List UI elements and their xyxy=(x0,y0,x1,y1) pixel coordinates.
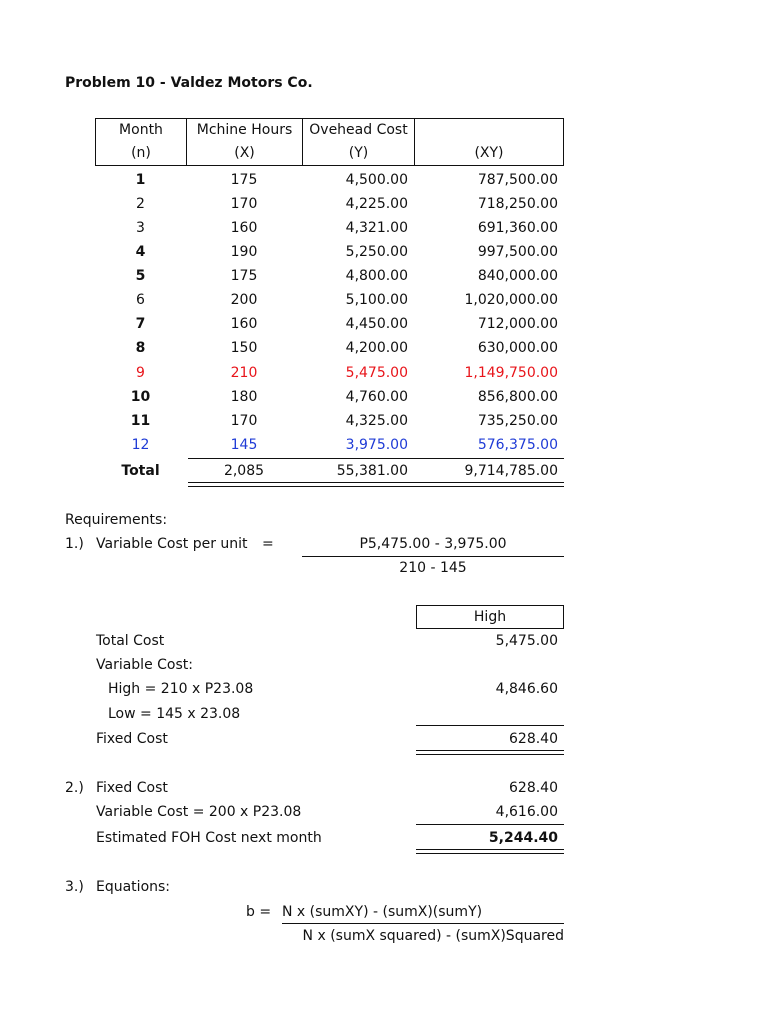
req1-equals: = xyxy=(262,536,274,552)
req2-fixed-cost-label: Fixed Cost xyxy=(96,780,168,796)
header-month xyxy=(96,119,187,165)
cell-hours: 170 xyxy=(230,196,258,212)
req1-number: 1.) xyxy=(65,536,84,552)
cell-xy: 787,500.00 xyxy=(477,172,558,188)
cell-cost: 4,321.00 xyxy=(345,220,408,236)
cell-hours: 160 xyxy=(230,220,258,236)
cell-cost: 5,475.00 xyxy=(345,365,408,381)
cell-xy: 691,360.00 xyxy=(477,220,558,236)
cell-cost: 5,100.00 xyxy=(345,292,408,308)
high-column-header: High xyxy=(416,605,564,629)
table-row xyxy=(95,264,564,288)
cell-hours: 190 xyxy=(230,244,258,260)
total-hours: 2,085 xyxy=(223,463,265,479)
cell-hours: 160 xyxy=(230,316,258,332)
cell-xy: 630,000.00 xyxy=(477,340,558,356)
cell-hours: 175 xyxy=(230,172,258,188)
header-xy-line2: (XY) xyxy=(474,145,504,161)
fixed-cost-double-rule xyxy=(416,750,564,755)
table-row xyxy=(95,385,564,409)
page-title: Problem 10 - Valdez Motors Co. xyxy=(65,75,313,91)
cell-month: 5 xyxy=(135,268,146,284)
high-computation: High = 210 x P23.08 xyxy=(108,681,254,697)
cell-month: 2 xyxy=(136,196,145,212)
requirements-heading: Requirements: xyxy=(65,512,168,528)
header-overhead-cost-line1: Ovehead Cost xyxy=(309,122,408,138)
b-fraction-bar xyxy=(282,923,564,924)
cell-xy: 735,250.00 xyxy=(477,413,558,429)
req2-variable-cost-label: Variable Cost = 200 x P23.08 xyxy=(96,804,302,820)
fixed-cost-label: Fixed Cost xyxy=(96,731,168,747)
header-machine-hours xyxy=(187,119,303,165)
req2-number: 2.) xyxy=(65,780,84,796)
header-month-line2: (n) xyxy=(131,145,151,161)
cell-hours: 175 xyxy=(230,268,258,284)
cell-month: 10 xyxy=(130,389,151,405)
cell-cost: 4,225.00 xyxy=(345,196,408,212)
fixed-cost-value: 628.40 xyxy=(509,731,558,747)
req2-variable-cost-value: 4,616.00 xyxy=(495,804,558,820)
fixed-cost-top-rule xyxy=(416,725,564,726)
table-row xyxy=(95,168,564,192)
cell-cost: 4,500.00 xyxy=(345,172,408,188)
b-label: b = xyxy=(246,904,272,920)
cell-month: 6 xyxy=(136,292,145,308)
cell-xy: 856,800.00 xyxy=(477,389,558,405)
header-machine-hours-line1: Mchine Hours xyxy=(196,122,293,138)
table-total-row xyxy=(95,459,564,483)
cell-hours: 200 xyxy=(230,292,258,308)
table-row-low xyxy=(95,433,564,457)
cell-month: 9 xyxy=(136,365,145,381)
estimated-foh-value: 5,244.40 xyxy=(488,830,558,846)
cell-xy: 576,375.00 xyxy=(477,437,558,453)
header-xy-line1 xyxy=(415,119,563,142)
cell-month: 12 xyxy=(131,437,150,453)
cell-month: 11 xyxy=(130,413,151,429)
req1-numerator: P5,475.00 - 3,975.00 xyxy=(359,536,507,552)
cell-xy: 712,000.00 xyxy=(477,316,558,332)
cell-hours: 145 xyxy=(230,437,258,453)
req1-label: Variable Cost per unit xyxy=(96,536,248,552)
req1-denominator: 210 - 145 xyxy=(399,560,467,576)
table-row xyxy=(95,240,564,264)
estimated-top-rule xyxy=(416,824,564,825)
cell-xy: 997,500.00 xyxy=(477,244,558,260)
low-computation: Low = 145 x 23.08 xyxy=(108,706,241,722)
cell-month: 1 xyxy=(135,172,146,188)
cell-hours: 180 xyxy=(230,389,258,405)
cell-month: 3 xyxy=(136,220,145,236)
header-machine-hours-line2: (X) xyxy=(234,145,255,161)
req3-number: 3.) xyxy=(65,879,84,895)
estimated-double-rule xyxy=(416,849,564,854)
header-overhead-cost xyxy=(303,119,415,165)
total-cost-label: Total Cost xyxy=(96,633,165,649)
high-variable-value: 4,846.60 xyxy=(495,681,558,697)
cell-xy: 840,000.00 xyxy=(477,268,558,284)
table-row xyxy=(95,409,564,433)
cell-xy: 1,020,000.00 xyxy=(464,292,558,308)
cell-hours: 210 xyxy=(230,365,258,381)
header-overhead-cost-line2: (Y) xyxy=(348,145,369,161)
req2-fixed-cost-value: 628.40 xyxy=(509,780,558,796)
cell-cost: 5,250.00 xyxy=(345,244,408,260)
cell-cost: 4,800.00 xyxy=(345,268,408,284)
table-row-high xyxy=(95,361,564,385)
req3-label: Equations: xyxy=(96,879,171,895)
cell-cost: 3,975.00 xyxy=(345,437,408,453)
table-header xyxy=(95,118,564,166)
cell-xy: 718,250.00 xyxy=(477,196,558,212)
cell-cost: 4,200.00 xyxy=(345,340,408,356)
table-row xyxy=(95,336,564,360)
estimated-foh-label: Estimated FOH Cost next month xyxy=(96,830,322,846)
total-xy: 9,714,785.00 xyxy=(464,463,558,479)
cell-cost: 4,760.00 xyxy=(345,389,408,405)
cell-hours: 150 xyxy=(230,340,258,356)
b-numerator: N x (sumXY) - (sumX)(sumY) xyxy=(282,904,483,920)
table-row xyxy=(95,192,564,216)
table-row xyxy=(95,312,564,336)
cell-cost: 4,325.00 xyxy=(345,413,408,429)
total-cost: 55,381.00 xyxy=(336,463,408,479)
b-denominator: N x (sumX squared) - (sumX)Squared xyxy=(302,928,564,944)
table-row xyxy=(95,216,564,240)
header-xy xyxy=(415,119,563,165)
total-label: Total xyxy=(121,463,160,479)
total-double-rule xyxy=(188,482,564,487)
req1-fraction-bar xyxy=(302,556,564,557)
cell-month: 8 xyxy=(135,340,146,356)
cell-xy: 1,149,750.00 xyxy=(464,365,558,381)
total-cost-value: 5,475.00 xyxy=(495,633,558,649)
cell-hours: 170 xyxy=(230,413,258,429)
cell-cost: 4,450.00 xyxy=(345,316,408,332)
cell-month: 7 xyxy=(135,316,146,332)
table-row xyxy=(95,288,564,312)
cell-month: 4 xyxy=(135,244,146,260)
header-month-line1: Month xyxy=(119,122,163,138)
variable-cost-label: Variable Cost: xyxy=(96,657,193,673)
